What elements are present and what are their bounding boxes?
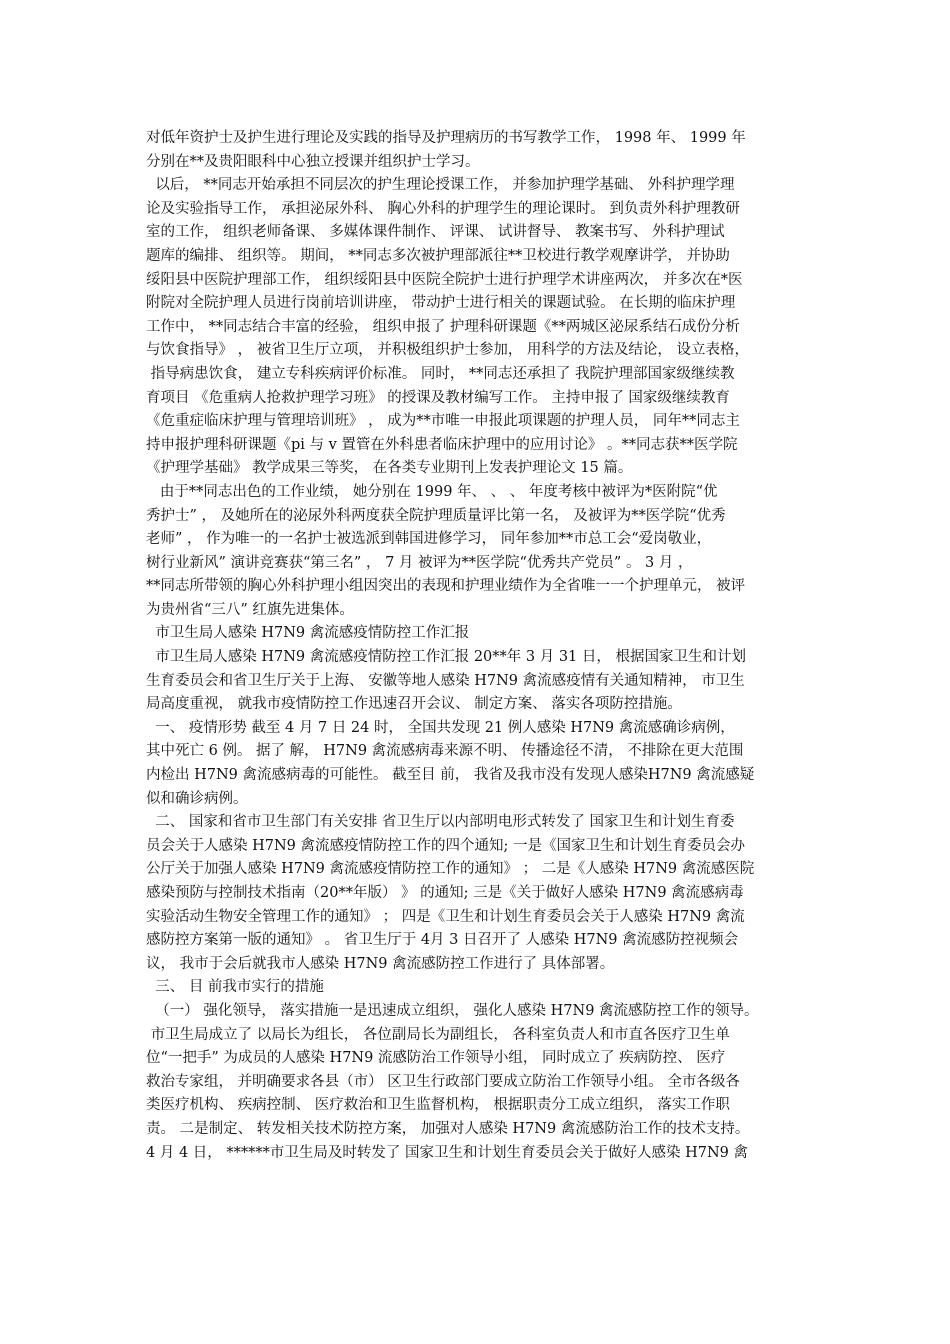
text-line: 对低年资护士及护生进行理论及实践的指导及护理病历的书写教学工作， 1998 年、 1999 年 <box>146 130 746 146</box>
text-line: 由于**同志出色的工作业绩， 她分别在 1999 年、 、 、 年度考核中被评为*医附院“优 <box>146 483 718 500</box>
text-line: 似和确诊病例。 <box>146 790 248 807</box>
text-line: 感染预防与控制技术指南（20**年版） 》 的通知; 三是《关于做好人感染 H7N9 禽流感病毒 <box>146 885 744 901</box>
text-line: 其中死亡 6 例。 据了 解， H7N9 禽流感病毒来源不明、 传播途径不清， 不排除在更大范围 <box>146 743 744 760</box>
text-line: 局高度重视， 就我市疫情防控工作迅速召开会议、 制定方案、 落实各项防控措施。 <box>146 696 682 713</box>
text-line: （一） 强化领导， 落实措施一是迅速成立组织， 强化人感染 H7N9 禽流感防控工作的领导。 <box>146 1002 759 1019</box>
text-line: 内检出 H7N9 禽流感病毒的可能性。 截至目 前， 我省及我市没有发现人感染H7N9 禽流感疑 <box>146 767 755 784</box>
text-line: 救治专家组， 并明确要求各县（市） 区卫生行政部门要成立防治工作领导小组。 全市各级各 <box>146 1073 740 1090</box>
text-line: 为贵州省“三八” 红旗先进集体。 <box>146 601 354 618</box>
text-line: 《护理学基础》 教学成果三等奖， 在各类专业期刊上发表护理论文 15 篇。 <box>146 460 633 477</box>
text-line: 类医疗机构、 疾病控制、 医疗救治和卫生监督机构， 根据职责分工成立组织， 落实工作职 <box>146 1097 730 1114</box>
text-line: 4 月 4 日， ******市卫生局及时转发了 国家卫生和计划生育委员会关于做好人感染 H7N9 禽 <box>146 1144 748 1161</box>
text-line: 分别在**及贵阳眼科中心独立授课并组织护士学习。 <box>146 153 480 170</box>
text-line: 育项目 《危重病人抢救护理学习班》 的授课及教材编写工作。 主持申报了 国家级继续教育 <box>146 389 730 406</box>
document-page <box>146 127 818 1165</box>
text-line: 室的工作， 组织老师备课、 多媒体课件制作、 评课、 试讲督导、 教案书写、 外科护理试 <box>146 224 725 241</box>
text-line: 绥阳县中医院护理部工作， 组织绥阳县中医院全院护士进行护理学术讲座两次， 并多次在*医 <box>146 271 743 288</box>
text-line: 论及实验指导工作， 承担泌尿外科、 胸心外科的护理学生的理论课时。 到负责外科护理教研 <box>146 200 740 217</box>
text-line: 二、 国家和省市卫生部门有关安排 省卫生厅以内部明电形式转发了 国家卫生和计划生育委 <box>146 814 735 831</box>
text-line: 员会关于人感染 H7N9 禽流感疫情防控工作的四个通知; 一是《国家卫生和计划生育委员会办 <box>146 837 745 854</box>
text-line: 以后， **同志开始承担不同层次的护生理论授课工作， 并参加护理学基础、 外科护理学理 <box>146 177 735 194</box>
text-line: 位“一把手” 为成员的人感染 H7N9 流感防治工作领导小组， 同时成立了 疾病防控、 医疗 <box>146 1050 726 1067</box>
text-line: 三、 目 前我市实行的措施 <box>146 979 324 996</box>
text-line: 责。 二是制定、 转发相关技术防控方案， 加强对人感染 H7N9 禽流感防治工作的技术支持。 <box>146 1120 750 1137</box>
text-line: 公厅关于加强人感染 H7N9 禽流感疫情防控工作的通知》 ； 二是《人感染 H7N9 禽流感医院 <box>146 861 755 878</box>
text-line: 实验活动生物安全管理工作的通知》 ； 四是《卫生和计划生育委员会关于人感染 H7N9 禽流 <box>146 908 745 925</box>
text-line: 持申报护理科研课题《pi 与 v 置管在外科患者临床护理中的应用讨论》 。**同志获**医学院 <box>146 436 738 453</box>
text-line: 一、 疫情形势 截至 4 月 7 日 24 时， 全国共发现 21 例人感染 H7N9 禽流感确诊病例， <box>146 719 735 736</box>
text-line: 与饮食指导》 ， 被省卫生厅立项， 并积极组织护士参加， 用科学的方法及结论， 设立表格， <box>146 342 750 359</box>
text-line: 附院对全院护理人员进行岗前培训讲座， 带动护士进行相关的课题试验。 在长期的临床护理 <box>146 295 736 312</box>
text-line: 树行业新风” 演讲竞赛获“第三名” ， 7 月 被评为**医学院“优秀共产党员” 。 3 月 ， <box>146 554 693 571</box>
text-line: 老师” ， 作为唯一的一名护士被选派到韩国进修学习， 同年参加**市总工会“爱岗敬业， <box>146 531 712 548</box>
text-line: 市卫生局成立了 以局长为组长， 各位副局长为副组长， 各科室负责人和市直各医疗卫生单 <box>146 1026 730 1043</box>
text-line: 生育委员会和省卫生厅关于上海、 安徽等地人感染 H7N9 禽流感疫情有关通知精神， 市卫生 <box>146 672 745 689</box>
text-line: 市卫生局人感染 H7N9 禽流感疫情防控工作汇报 20**年 3 月 31 日， 根据国家卫生和计划 <box>146 649 746 666</box>
text-line: 题库的编排、 组织等。 期间， **同志多次被护理部派往**卫校进行教学观摩讲学， 并协助 <box>146 247 730 264</box>
text-line: 《危重症临床护理与管理培训班》 ， 成为**市唯一申报此项课题的护理人员， 同年**同志主 <box>146 413 740 430</box>
text-line: 议， 我市于会后就我市人感染 H7N9 禽流感防控工作进行了 具体部署。 <box>146 955 615 972</box>
text-line: 感防控方案第一版的通知》 。 省卫生厅于 4月 3 日召开了 人感染 H7N9 禽流感防控视频会 <box>146 932 739 949</box>
text-line: **同志所带领的胸心外科护理小组因突出的表现和护理业绩作为全省唯一一个护理单元， 被评 <box>146 578 746 595</box>
text-line: 指导病患饮食， 建立专科疾病评价标准。 同时， **同志还承担了 我院护理部国家级继续教 <box>146 365 735 382</box>
text-line: 工作中， **同志结合丰富的经验， 组织申报了 护理科研课题《**两城区泌尿系结石成份分析 <box>146 318 740 335</box>
text-line: 市卫生局人感染 H7N9 禽流感疫情防控工作汇报 <box>146 625 470 642</box>
text-line: 秀护士” ， 及她所在的泌尿外科两度获全院护理质量评比第一名， 及被评为**医学院“优秀 <box>146 507 726 524</box>
